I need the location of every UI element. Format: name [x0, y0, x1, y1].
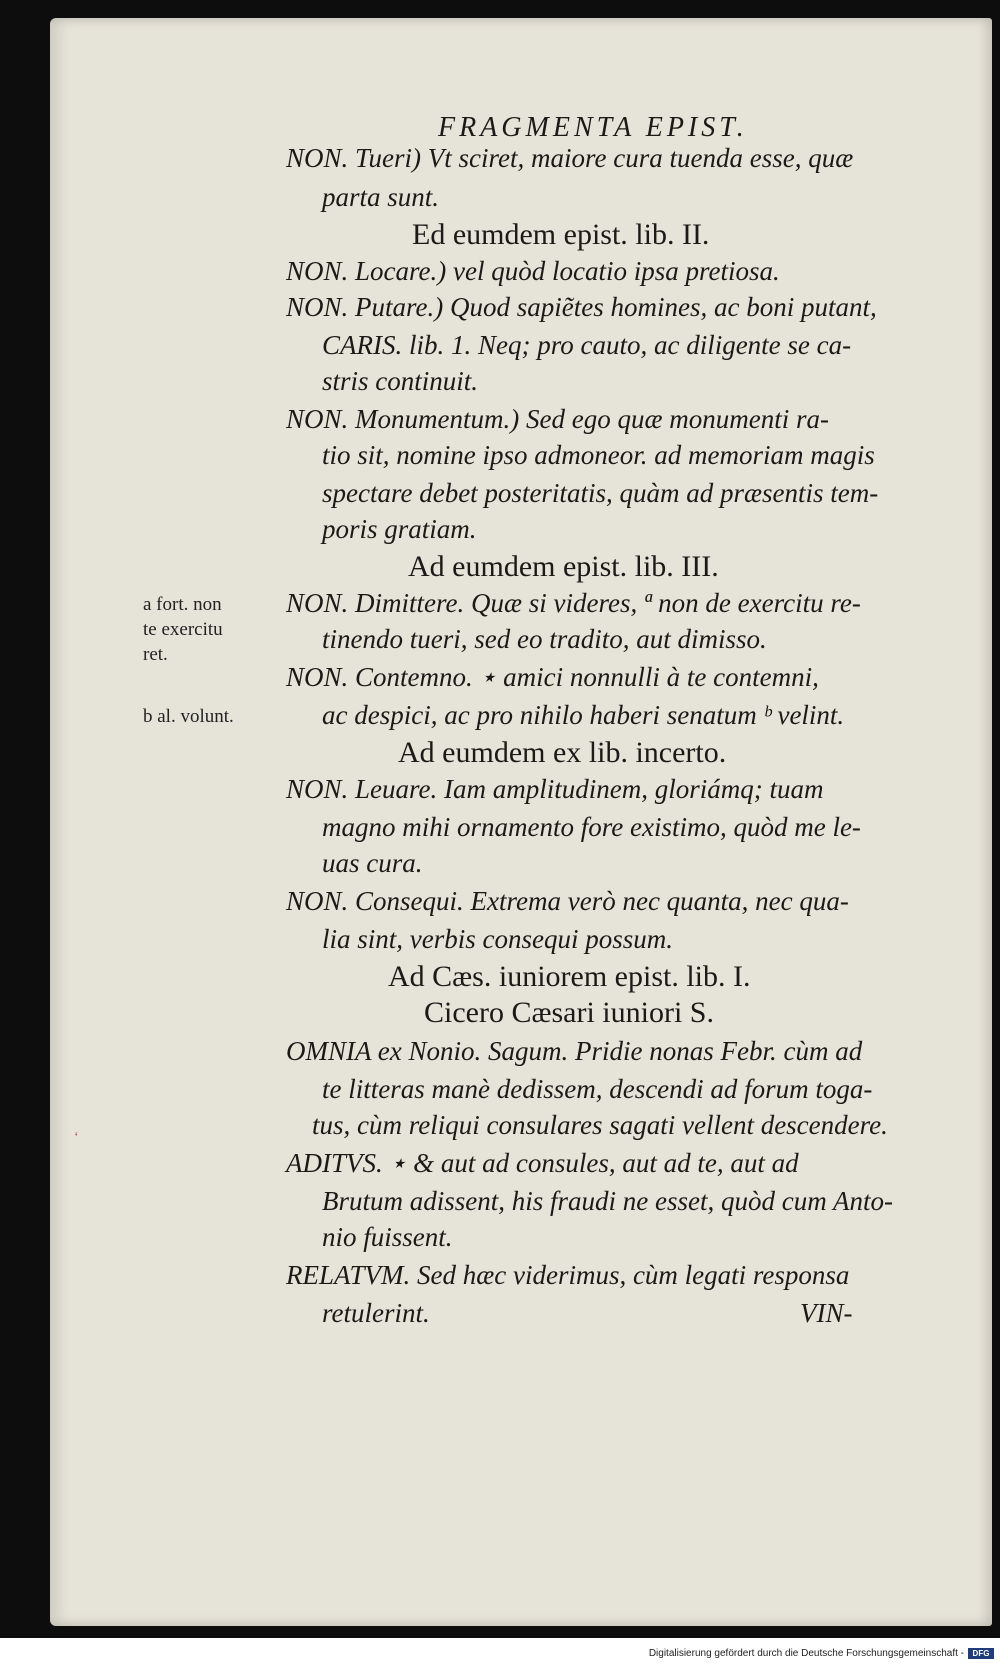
text-line: poris gratiam.	[322, 514, 477, 544]
dfg-logo: DFG	[968, 1648, 994, 1659]
margin-note: a fort. non	[143, 594, 222, 615]
margin-note: ret.	[143, 644, 168, 665]
section-heading: Ad eumdem epist. lib. III.	[408, 550, 719, 583]
section-heading: Ad Cæs. iuniorem epist. lib. I.	[388, 960, 751, 993]
text-line: NON. Contemno. ⋆ amici nonnulli à te contemni,	[286, 662, 819, 692]
text-line: NON. Putare.) Quod sapiẽtes homines, ac boni putant,	[286, 292, 877, 322]
text-line: ac despici, ac pro nihilo haberi senatum ᵇ velint.	[322, 700, 845, 730]
text-line: nio fuissent.	[322, 1222, 453, 1252]
text-line: NON. Tueri) Vt sciret, maiore cura tuenda esse, quæ	[286, 143, 854, 173]
text-line: te litteras manè dedissem, descendi ad forum toga-	[322, 1074, 873, 1104]
margin-mark-icon: ʻ	[74, 1130, 79, 1145]
text-line: tio sit, nomine ipso admoneor. ad memoriam magis	[322, 440, 875, 470]
text-line: retulerint.	[322, 1298, 430, 1328]
text-line: NON. Monumentum.) Sed ego quæ monumenti ra-	[286, 404, 829, 434]
margin-note: b al. volunt.	[143, 706, 234, 727]
running-head: FRAGMENTA EPIST.	[438, 112, 748, 143]
text-line: tus, cùm reliqui consulares sagati vellent descendere.	[312, 1110, 888, 1140]
section-heading: Ed eumdem epist. lib. II.	[412, 218, 710, 251]
text-line: uas cura.	[322, 848, 423, 878]
section-heading: Ad eumdem ex lib. incerto.	[398, 736, 727, 769]
text-line: Brutum adissent, his fraudi ne esset, quòd cum Anto-	[322, 1186, 893, 1216]
text-line: magno mihi ornamento fore existimo, quòd me le-	[322, 812, 861, 842]
text-line: NON. Leuare. Iam amplitudinem, gloriámq; tuam	[286, 774, 824, 804]
text-line: NON. Consequi. Extrema verò nec quanta, nec qua-	[286, 886, 849, 916]
text-line: parta sunt.	[322, 182, 440, 212]
text-line: OMNIA ex Nonio. Sagum. Pridie nonas Febr. cùm ad	[286, 1036, 863, 1066]
section-heading: Cicero Cæsari iuniori S.	[424, 996, 714, 1029]
text-line: NON. Locare.) vel quòd locatio ipsa pretiosa.	[286, 256, 780, 286]
text-line: stris continuit.	[322, 366, 479, 396]
text-line: tinendo tueri, sed eo tradito, aut dimisso.	[322, 624, 767, 654]
margin-note: te exercitu	[143, 619, 223, 640]
footer-credit: Digitalisierung gefördert durch die Deutsche Forschungsgemeinschaft -	[648, 1648, 964, 1659]
text-line: CARIS. lib. 1. Neq; pro cauto, ac diligente se ca-	[322, 330, 852, 360]
text-line: lia sint, verbis consequi possum.	[322, 924, 673, 954]
text-line: ADITVS. ⋆ & aut ad consules, aut ad te, aut ad	[286, 1148, 799, 1178]
text-line: NON. Dimittere. Quæ si videres, ª non de exercitu re-	[286, 588, 861, 618]
text-line: RELATVM. Sed hæc viderimus, cùm legati responsa	[286, 1260, 850, 1290]
catchword: VIN-	[800, 1298, 853, 1328]
text-line: spectare debet posteritatis, quàm ad præsentis tem-	[322, 478, 879, 508]
